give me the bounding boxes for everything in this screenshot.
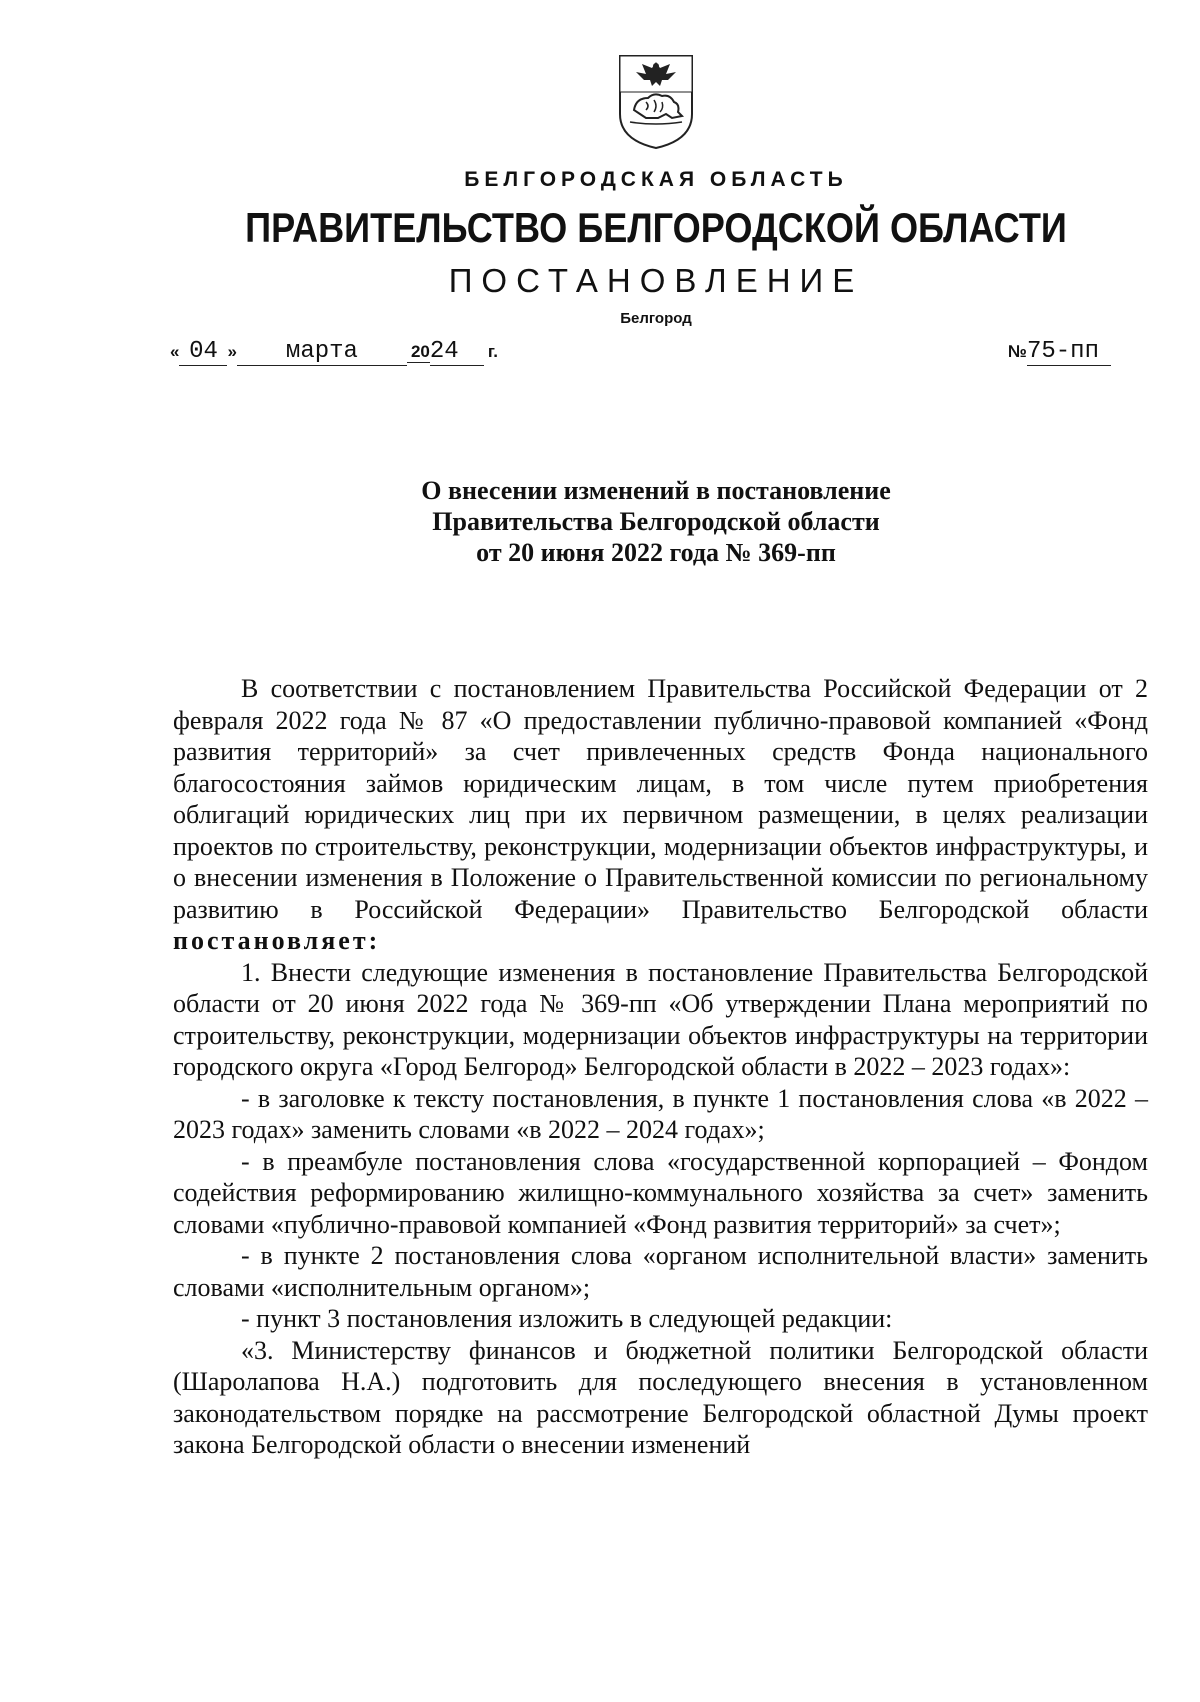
date-close-quote: » bbox=[227, 342, 237, 361]
date-year-suffix: 24 bbox=[430, 338, 484, 366]
paragraph-item-1: 1. Внести следующие изменения в постановление Правительства Белгородской области от 20 июня 2022 года № 369-пп «Об утверждении Плана мероприятий по строительству, реконструкции, модернизации объектов инфраструктуры на территории городского округа «Город Белгород» Белгородской области в 2022 – 2023 годах»: bbox=[173, 957, 1148, 1081]
region-name: БЕЛГОРОДСКАЯ ОБЛАСТЬ bbox=[464, 168, 848, 191]
title-line-3: от 20 июня 2022 года № 369-пп bbox=[476, 538, 836, 567]
paragraph-change-title: - в заголовке к тексту постановления, в пункте 1 постановления слова «в 2022 – 2023 годах» заменить словами «в 2022 – 2024 годах»; bbox=[173, 1083, 1148, 1144]
document-date bbox=[170, 336, 498, 366]
document-title bbox=[0, 475, 1200, 568]
paragraph-change-item-3: - пункт 3 постановления изложить в следующей редакции: bbox=[241, 1304, 893, 1333]
document-body bbox=[173, 673, 1148, 1461]
date-day: 04 bbox=[179, 338, 227, 366]
date-year-prefix: 20 bbox=[407, 342, 430, 363]
city-name: Белгород bbox=[620, 310, 692, 327]
paragraph-new-item-3: «3. Министерству финансов и бюджетной политики Белгородской области (Шаролапова Н.А.) подготовить для последующего внесения в установленном законодательством порядке на рассмотрение Белгородской областной Думы проект закона Белгородской области о внесении изменений bbox=[173, 1335, 1148, 1459]
title-line-2: Правительства Белгородской области bbox=[432, 507, 880, 536]
number-value: 75-пп bbox=[1027, 338, 1111, 366]
date-open-quote: « bbox=[170, 342, 180, 361]
preamble-decision-word: постановляет: bbox=[173, 926, 381, 955]
date-month: марта bbox=[237, 338, 407, 366]
paragraph-preamble bbox=[173, 673, 1148, 957]
preamble-text: В соответствии с постановлением Правительства Российской Федерации от 2 февраля 2022 года № 87 «О предоставлении публично-правовой компанией «Фонд развития территорий» за счет привлеченных средств Фонда национального благосостояния займов юридическим лицам, в том числе путем приобретения облигаций юридических лиц при их первичном размещении, в целях реализации проектов по строительству, реконструкции, модернизации объектов инфраструктуры, и о внесении изменения в Положение о Правительственной комиссии по региональному развитию в Российской Федерации» Правительство Белгородской области bbox=[173, 674, 1148, 924]
date-year-unit: г. bbox=[487, 342, 498, 361]
paragraph-change-preamble: - в преамбуле постановления слова «государственной корпорацией – Фондом содействия реформированию жилищно-коммунального хозяйства за счет» заменить словами «публично-правовой компанией «Фонд развития территорий» за счет»; bbox=[173, 1146, 1148, 1239]
document-type: ПОСТАНОВЛЕНИЕ bbox=[448, 262, 864, 299]
coat-of-arms-icon bbox=[616, 52, 696, 152]
paragraph-change-item-2: - в пункте 2 постановления слова «органом исполнительной власти» заменить словами «исполнительным органом»; bbox=[173, 1241, 1148, 1302]
number-sign: № bbox=[1008, 342, 1027, 361]
government-name: ПРАВИТЕЛЬСТВО БЕЛГОРОДСКОЙ ОБЛАСТИ bbox=[245, 204, 1067, 251]
document-number bbox=[1008, 336, 1111, 366]
title-line-1: О внесении изменений в постановление bbox=[421, 476, 891, 505]
